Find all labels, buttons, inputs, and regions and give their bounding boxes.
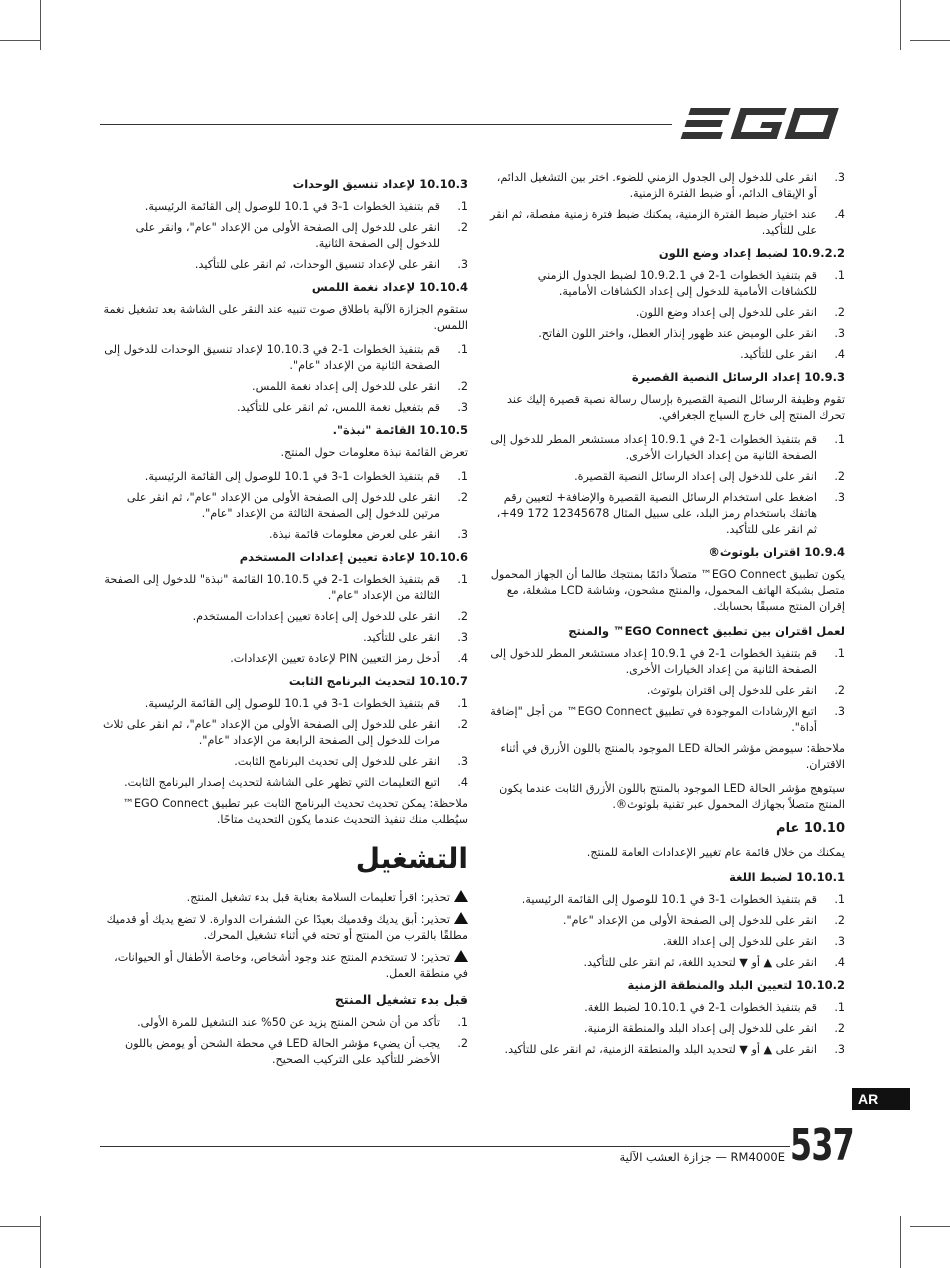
warning-icon [454,912,468,924]
warning: تحذير: أبق يديك وقدميك بعيدًا عن الشفرات الدوارة. لا تضع يديك أو قدميك مطلقًا بالقرب من المنتج أو تحته في أثناء تشغيل المحرك. [106,913,468,942]
section-heading: 10.10.3 لإعداد تنسيق الوحدات [292,177,468,191]
list-item: 2. يجب أن يضيء مؤشر الحالة LED في محطة الشحن أو يومض باللون الأخضر للتأكيد على التركيب الصحيح. [125,1037,468,1066]
section-heading: 10.10 عام [776,821,845,836]
list-item: 4. انقر على للتأكيد. [740,348,845,361]
paragraph: يمكنك من خلال قائمة عام تغيير الإعدادات العامة للمنتج. [586,846,845,859]
ego-logo [672,104,842,144]
crop-mark [900,0,901,50]
list-item: 3. اضغط على استخدام الرسائل النصية القصيرة والإضافة+ لتعيين رقم هاتفك باستخدام رمز البلد، على سبيل المثال 12345678 172 49+، ثم انقر على للتأكيد. [496,491,845,536]
list-item: 3. انقر على الوميض عند ظهور إنذار العطل، واختر اللون الفاتح. [538,327,845,340]
section-heading: 10.10.6 لإعادة تعيين إعدادات المستخدم [239,550,468,564]
left-column [100,170,468,1073]
section-heading: 10.10.5 القائمة "نبذة". [332,423,468,437]
page-number: 537 [790,1120,854,1171]
section-heading: 10.10.4 لإعداد نغمة اللمس [311,280,468,294]
crop-mark [0,1226,40,1227]
note: ملاحظة: سيومض مؤشر الحالة LED الموجود بالمنتج باللون الأزرق في أثناء الاقتران. [500,742,845,771]
paragraph: سيتوهج مؤشر الحالة LED الموجود بالمنتج باللون الأزرق الثابت عندما يكون المنتج متصلاً بجهازك المحمول عبر تقنية بلوتوث®. [499,782,845,811]
section-heading: 10.10.7 لتحديث البرنامج الثابت [288,674,468,688]
list-item: 1. قم بتنفيذ الخطوات 1-3 في 10.1 للوصول إلى القائمة الرئيسية. [521,893,845,906]
list-item: 1. قم بتنفيذ الخطوات 1-2 في 10.9.2.1 لضبط الجدول الزمني للكشافات الأمامية للدخول إلى إعداد الكشافات الأمامية. [537,269,845,298]
crop-mark [0,40,40,41]
crop-mark [910,1226,950,1227]
list-item: 3. انقر على للدخول إلى إعداد اللغة. [662,935,845,948]
list-item: 3. انقر على للدخول إلى الجدول الزمني للضوء. اختر بين التشغيل الدائم، أو الإيقاف الدائم، أو ضبط الفترة الزمنية. [496,171,845,200]
list-item: 1. قم بتنفيذ الخطوات 1-2 في 10.9.1 إعداد مستشعر المطر للدخول إلى الصفحة الثانية من إعداد الخيارات الأخرى. [490,647,845,676]
list-item: 3. انقر على لإعداد تنسيق الوحدات، ثم انقر على للتأكيد. [194,258,468,271]
list-item: 2. انقر على للدخول إلى إعداد البلد والمنطقة الزمنية. [583,1022,845,1035]
right-column [490,170,845,1063]
list-item: 1. قم بتنفيذ الخطوات 1-2 في 10.10.3 لإعداد تنسيق الوحدات للدخول إلى الصفحة الثانية من الإعداد "عام". [104,343,468,372]
list-item: 2. انقر على للدخول إلى الصفحة الأولى من الإعداد "عام". [562,914,845,927]
list-item: 3. انقر على للدخول إلى تحديث البرنامج الثابت. [234,755,468,768]
language-tab: AR [852,1088,910,1110]
list-item: 3. اتبع الإرشادات الموجودة في تطبيق EGO Connect™ من أجل "إضافة أداة". [490,705,845,734]
section-heading: 10.10.2 لتعيين البلد والمنطقة الزمنية [627,978,845,992]
warning: تحذير: اقرأ تعليمات السلامة بعناية قبل بدء تشغيل المنتج. [100,890,468,906]
section-heading: 10.9.2.2 لضبط إعداد وضع اللون [658,246,845,260]
list-item: 3. قم بتفعيل نغمة اللمس، ثم انقر على للتأكيد. [237,401,468,414]
crop-mark [40,0,41,50]
warning-icon [454,950,468,962]
crop-mark [900,1216,901,1268]
list-item: 2. انقر على للدخول إلى الصفحة الأولى من الإعداد "عام"، ثم انقر على مرتين للدخول إلى الصفحة الثالثة من الإعداد "عام". [126,491,468,520]
chapter-title: التشغيل [355,842,468,875]
list-item: 1. قم بتنفيذ الخطوات 1-2 في 10.10.1 لضبط اللغة. [584,1001,845,1014]
list-item: 4. أدخل رمز التعيين PIN لإعادة تعيين الإعدادات. [230,652,468,665]
section-heading: 10.9.3 إعداد الرسائل النصية القصيرة [631,370,845,384]
note: ملاحظة: يمكن تحديث تحديث البرنامج الثابت عبر تطبيق EGO Connect™ سيُطلب منك تنفيذ التحديث عندما يكون التحديث متاحًا. [122,797,468,826]
list-item: 3. انقر على لعرض معلومات قائمة نبذة. [269,528,468,541]
warning: تحذير: لا تستخدم المنتج عند وجود أشخاص، وخاصة الأطفال أو الحيوانات، في منطقة العمل. [114,951,468,980]
header-rule [100,124,672,125]
list-item: 1. قم بتنفيذ الخطوات 1-2 في 10.9.1 إعداد مستشعر المطر للدخول إلى الصفحة الثانية من إعداد الخيارات الأخرى. [490,433,845,462]
crop-mark [40,1216,41,1268]
list-item: 2. انقر على للدخول إلى اقتران بلوتوث. [646,684,845,697]
list-item: 1. قم بتنفيذ الخطوات 1-3 في 10.1 للوصول إلى القائمة الرئيسية. [144,697,468,710]
paragraph: يكون تطبيق EGO Connect™ متصلاً دائمًا بمنتجك طالما أن الجهاز المحمول متصل بشبكة الهاتف المحمول، والمنتج مشحون، وشاشة LCD مشغلة، مع إقران المنتج مسبقًا بحسابك. [490,568,845,613]
section-heading: قبل بدء تشغيل المنتج [334,992,468,1007]
section-heading: 10.10.1 لضبط اللغة [729,870,845,884]
footer-rule [100,1146,790,1147]
list-item: 4. اتبع التعليمات التي تظهر على الشاشة لتحديث إصدار البرنامج الثابت. [124,776,468,789]
list-item: 1. قم بتنفيذ الخطوات 1-2 في 10.10.5 القائمة "نبذة" للدخول إلى الصفحة الثالثة من الإعداد "عام". [104,573,468,602]
list-item: 2. انقر على للدخول إلى إعداد الرسائل النصية القصيرة. [574,470,845,483]
list-item: 1. قم بتنفيذ الخطوات 1-3 في 10.1 للوصول إلى القائمة الرئيسية. [144,200,468,213]
list-item: 4. عند اختيار ضبط الفترة الزمنية، يمكنك ضبط فترة زمنية مفصلة، ثم انقر على للتأكيد. [490,208,845,237]
list-item: 2. انقر على للدخول إلى إعادة تعيين إعدادات المستخدم. [192,610,468,623]
paragraph: تقوم وظيفة الرسائل النصية القصيرة بإرسال رسالة نصية قصيرة إليك عند تحرك المنتج إلى خارج السياج الجغرافي. [506,393,845,422]
list-item: 1. قم بتنفيذ الخطوات 1-3 في 10.1 للوصول إلى القائمة الرئيسية. [144,470,468,483]
footer-product: RM4000E — جزازة العشب الآلية [619,1150,785,1164]
warning-icon [454,890,468,902]
paragraph: ستقوم الجزازة الآلية باطلاق صوت تنبيه عند النقر على الشاشة بعد تشغيل نغمة اللمس. [103,303,468,332]
list-item: 2. انقر على للدخول إلى إعداد وضع اللون. [635,306,845,319]
list-item: 4. انقر على ▲ أو ▼ لتحديد اللغة، ثم انقر على للتأكيد. [583,956,845,969]
list-item: 3. انقر على ▲ أو ▼ لتحديد البلد والمنطقة الزمنية، ثم انقر على للتأكيد. [504,1043,845,1056]
sub-heading: لعمل اقتران بين تطبيق EGO Connect™ والمنتج [568,624,845,638]
list-item: 3. انقر على للتأكيد. [363,631,468,644]
list-item: 2. انقر على للدخول إلى الصفحة الأولى من الإعداد "عام"، وانقر على للدخول إلى الصفحة الثانية. [135,221,468,250]
crop-mark [910,40,950,41]
list-item: 1. تأكد من أن شحن المنتج يزيد عن 50% عند التشغيل للمرة الأولى. [137,1016,468,1029]
list-item: 2. انقر على للدخول إلى إعداد نغمة اللمس. [252,380,468,393]
list-item: 2. انقر على للدخول إلى الصفحة الأولى من الإعداد "عام"، ثم انقر على ثلاث مرات للدخول إلى الصفحة الرابعة من الإعداد "عام". [103,718,468,747]
section-heading: 10.9.4 اقتران بلوتوث® [708,545,845,559]
paragraph: تعرض القائمة نبذة معلومات حول المنتج. [280,446,468,459]
